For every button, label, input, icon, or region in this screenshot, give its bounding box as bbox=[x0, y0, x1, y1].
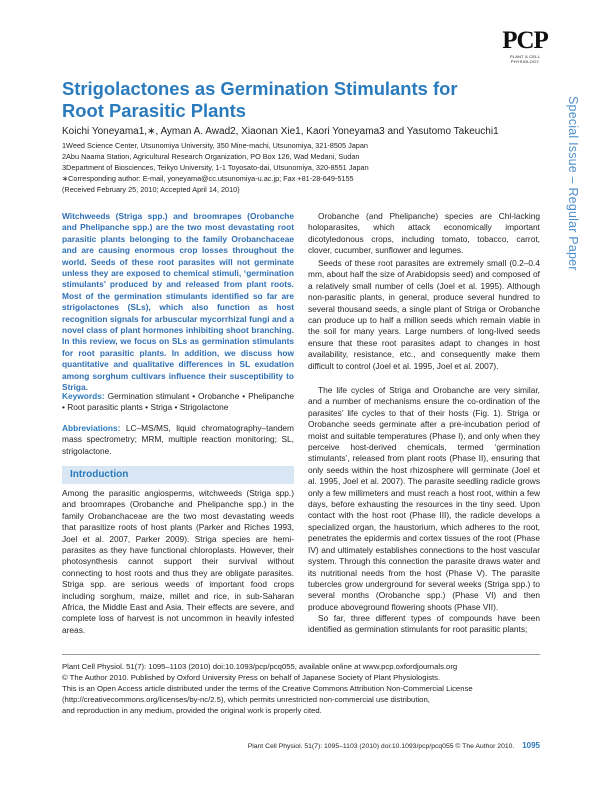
abbreviations-text: LC–MS/MS, liquid chromatography–tandem mass spectrometry; MRM, multiple reaction monitoring; SL, strigolactone. bbox=[62, 423, 294, 456]
author-list: Koichi Yoneyama1,∗, Ayman A. Awad2, Xiaonan Xie1, Kaori Yoneyama3 and Yasutomo Takeuchi1 bbox=[62, 126, 499, 137]
citation-line-5: and reproduction in any medium, provided the original work is properly cited. bbox=[62, 706, 322, 715]
footer-citation: Plant Cell Physiol. 51(7): 1095–1103 (2010) doi:10.1093/pcp/pcq055 © The Author 2010. bbox=[247, 743, 515, 750]
citation-line-1: Plant Cell Physiol. 51(7): 1095–1103 (2010) doi:10.1093/pcp/pcq055, available online at www.pcp.oxfordjournals.org bbox=[62, 662, 458, 671]
citation-line-3: This is an Open Access article distributed under the terms of the Creative Commons Attribution Non-Commercial License bbox=[62, 684, 473, 693]
citation-line-2: © The Author 2010. Published by Oxford University Press on behalf of Japanese Society of Plant Physiologists. bbox=[62, 673, 441, 682]
journal-logo bbox=[497, 29, 553, 64]
right-paragraph-2: Seeds of these root parasites are extremely small (0.2–0.4 mm, about half the size of Arabidopsis seed) and composed of a relatively small number of cells (Joel et al. 1995). Although non-parasitic plants, in general, produce several hundred to several thousand seeds, a single plant of Striga or Orobanche can produce up to half a million seeds which remain viable in the soil for many years. Large numbers of long-lived seeds ensure that these root parasites adapt to changes in host availability, resistance, etc., and consequently make them difficult to control (Joel et al. 1995, Joel et al. 2007). bbox=[308, 258, 540, 371]
affiliation-2: 2Abu Naama Station, Agricultural Research Organization, PO Box 126, Wad Medani, Sudan bbox=[62, 152, 360, 161]
abstract: Witchweeds (Striga spp.) and broomrapes (Orobanche and Phelipanche spp.) are the two most devastating root parasitic plants belonging to the family Orobanchaceae and are causing enormous crop losses throughout the world. Seeds of these root parasites will not germinate unless they are exposed to chemical stimuli, ‘germination stimulants’ produced by and released from plant roots. Most of the germination stimulants identified so far are strigolactones (SLs), which also function as host recognition signals for arbuscular mycorrhizal fungi and a novel class of plant hormones inhibiting shoot branching. In this review, we focus on SLs as germination stimulants for root parasitic plants. In addition, we discuss how quantitative and qualitative differences in SL exudation among sorghum cultivars influence their susceptibility to Striga. bbox=[62, 211, 294, 393]
page-number: 1095 bbox=[522, 741, 540, 750]
affiliation-1: 1Weed Science Center, Utsunomiya University, 350 Mine-machi, Utsunomiya, 321-8505 Japan bbox=[62, 141, 368, 150]
article-title: Strigolactones as Germination Stimulants for Root Parasitic Plants bbox=[62, 78, 458, 121]
right-paragraph-1: Orobanche (and Phelipanche) species are Chl-lacking holoparasites, which attack economically important dicotyledonous crops, including tomato, tobacco, carrot, clover, cucumber, sunflower and legumes. bbox=[308, 211, 540, 256]
logo-text: PCP bbox=[502, 27, 548, 54]
affiliation-3: 3Department of Biosciences, Teikyo University, 1-1 Toyosato-dai, Utsunomiya, 320-8551 Japan bbox=[62, 163, 369, 172]
abbreviations bbox=[62, 423, 294, 457]
citation-line-4: (http://creativecommons.org/licenses/by-nc/2.5), which permits unrestricted non-commercial use distribution, bbox=[62, 695, 430, 704]
keywords-label: Keywords: bbox=[62, 391, 105, 401]
section-label: Special Issue – Regular Paper bbox=[566, 96, 580, 271]
keywords bbox=[62, 391, 294, 414]
abbreviations-label: Abbreviations: bbox=[62, 423, 121, 433]
intro-heading: Introduction bbox=[70, 469, 129, 480]
right-paragraph-4: So far, three different types of compounds have been identified as germination stimulants for root parasitic plants; bbox=[308, 613, 540, 635]
received-dates: (Received February 25, 2010; Accepted April 14, 2010) bbox=[62, 185, 240, 194]
page-footer bbox=[62, 741, 540, 750]
right-paragraph-3: The life cycles of Striga and Orobanche are very similar, and a number of mechanisms ensure the co-ordination of the parasites’ life cycles to that of their hosts (Fig. 1). Striga or Orobanche seeds germinate after a pre-incubation period of moist and suitable temperatures (Phase I), and only when they perceive host-derived chemicals, termed ‘germination stimulants’, released from plant roots (Phase II), ensuring that only seeds within the host rhizosphere will germinate (Joel et al. 1995, Joel et al. 2007). The parasite seedling radicle grows only a few millimeters and must reach a host root, within a few days, before exhausting the resources in the tiny seed. Upon contact with the host root (Phase III), the radicle develops a specialized organ, the haustorium, which adheres to the root, penetrates the epidermis and cortex tissues of the root (Phase IV) and ultimately establishes connections to the host vascular system. Through this connection the parasite draws water and its nutritional needs from the host (Phase V). The parasite tubercles grow underground for several weeks (Striga spp.) to several months (Orobanche spp.) (Phase VI) and then produce aboveground flowering shoots (Phase VII). bbox=[308, 385, 540, 612]
logo-subtitle: PLANT & CELL PHYSIOLOGY bbox=[509, 54, 541, 64]
intro-paragraph: Among the parasitic angiosperms, witchweeds (Striga spp.) and broomrapes (Orobanche and Phelipanche spp.) in the family Orobanchaceae are the two most devastating weeds that parasitize roots of host plants (Parker and Riches 1993, Joel et al. 2007, Parker 2009). Striga species are hemi-parasites as they have functional chloroplasts. However, their photosynthesis cannot support their survival without connecting to host roots and thus they are obligate parasites. Striga spp. are serious weeds of important food crops including sorghum, maize, millet and rice, in sub-Saharan Africa, the Middle East and Asia. Their effects are severe, and complete loss of harvest is not uncommon in heavily infested areas. bbox=[62, 488, 294, 635]
keywords-text: Germination stimulant • Orobanche • Phelipanche • Root parasitic plants • Striga • Strigolactone bbox=[62, 391, 294, 413]
corresponding-author: ∗Corresponding author: E-mail, yoneyama@cc.utsunomiya-u.ac.jp; Fax +81-28-649-5155 bbox=[62, 174, 354, 183]
footnote-rule bbox=[62, 654, 540, 655]
